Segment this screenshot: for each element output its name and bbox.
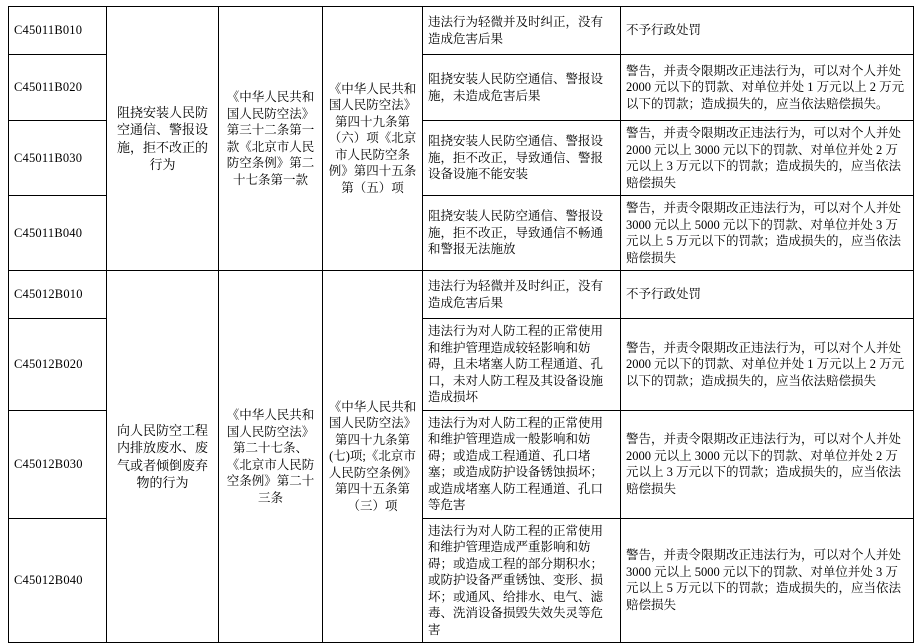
cell-behavior: 阻挠安装人民防空通信、警报设施，拒不改正的行为 [107,7,219,271]
cell-result: 警告，并责令限期改正违法行为，可以对个人并处 2000 元以下的罚款、对单位并处 1 万元以上 2 万元以下的罚款；造成损失的，应当依法赔偿损失 [621,319,914,411]
cell-circumstance: 违法行为对人防工程的正常使用和维护管理造成一般影响和妨碍；或造成工程通道、孔口堵塞；或造成防护设备锈蚀损坏；或造成堵塞人防工程通道、孔口等危害 [423,410,621,518]
cell-result: 警告，并责令限期改正违法行为，可以对个人并处 2000 元以上 3000 元以下的罚款、对单位并处 2 万元以上 3 万元以下的罚款；造成损失的，应当依法赔偿损失 [621,410,914,518]
cell-result: 警告，并责令限期改正违法行为，可以对个人并处 2000 元以上 3000 元以下的罚款、对单位并处 2 万元以上 3 万元以下的罚款；造成损失的，应当依法赔偿损失 [621,121,914,196]
cell-law: 《中华人民共和国人民防空法》第二十七条、《北京市人民防空条例》第二十三条 [219,271,323,643]
cell-result: 不予行政处罚 [621,7,914,55]
cell-circumstance: 违法行为轻微并及时纠正，没有造成危害后果 [423,7,621,55]
table-row [9,7,914,55]
cell-code: C45011B020 [9,55,107,121]
cell-code: C45011B040 [9,196,107,271]
cell-code: C45011B010 [9,7,107,55]
cell-circumstance: 违法行为对人防工程的正常使用和维护管理造成较轻影响和妨碍，且未堵塞人防工程通道、孔口，未对人防工程及其设备设施造成损坏 [423,319,621,411]
cell-punish-basis: 《中华人民共和国人民防空法》第四十九条第（六）项《北京市人民防空条例》第四十五条第（五）项 [323,7,423,271]
regulation-table [8,6,914,643]
cell-punish-basis: 《中华人民共和国人民防空法》第四十九条第(七)项;《北京市人民防空条例》第四十五条第（三）项 [323,271,423,643]
cell-code: C45012B010 [9,271,107,319]
cell-code: C45012B020 [9,319,107,411]
cell-code: C45012B040 [9,518,107,643]
cell-circumstance: 阻挠安装人民防空通信、警报设施，拒不改正，导致通信、警报设备设施不能安装 [423,121,621,196]
cell-result: 不予行政处罚 [621,271,914,319]
cell-circumstance: 违法行为对人防工程的正常使用和维护管理造成严重影响和妨碍；或造成工程的部分期积水；或防护设备严重锈蚀、变形、损坏；或通风、给排水、电气、滤毒、洗消设备损毁失效失灵等危害 [423,518,621,643]
cell-code: C45011B030 [9,121,107,196]
cell-behavior: 向人民防空工程内排放废水、废气或者倾倒废弃物的行为 [107,271,219,643]
cell-result: 警告，并责令限期改正违法行为，可以对个人并处 3000 元以上 5000 元以下的罚款、对单位并处 3 万元以上 5 万元以下的罚款；造成损失的，应当依法赔偿损失 [621,196,914,271]
cell-code: C45012B030 [9,410,107,518]
cell-result: 警告，并责令限期改正违法行为，可以对个人并处 3000 元以上 5000 元以下的罚款、对单位并处 3 万元以上 5 万元以下的罚款；造成损失的，应当依法赔偿损失 [621,518,914,643]
table-row [9,271,914,319]
cell-circumstance: 阻挠安装人民防空通信、警报设施，未造成危害后果 [423,55,621,121]
cell-circumstance: 违法行为轻微并及时纠正，没有造成危害后果 [423,271,621,319]
cell-law: 《中华人民共和国人民防空法》第三十二条第一款《北京市人民防空条例》第二十七条第一款 [219,7,323,271]
cell-result: 警告，并责令限期改正违法行为，可以对个人并处 2000 元以下的罚款、对单位并处 1 万元以上 2 万元以下的罚款；造成损失的，应当依法赔偿损失。 [621,55,914,121]
cell-circumstance: 阻挠安装人民防空通信、警报设施，拒不改正，导致通信不畅通和警报无法施放 [423,196,621,271]
